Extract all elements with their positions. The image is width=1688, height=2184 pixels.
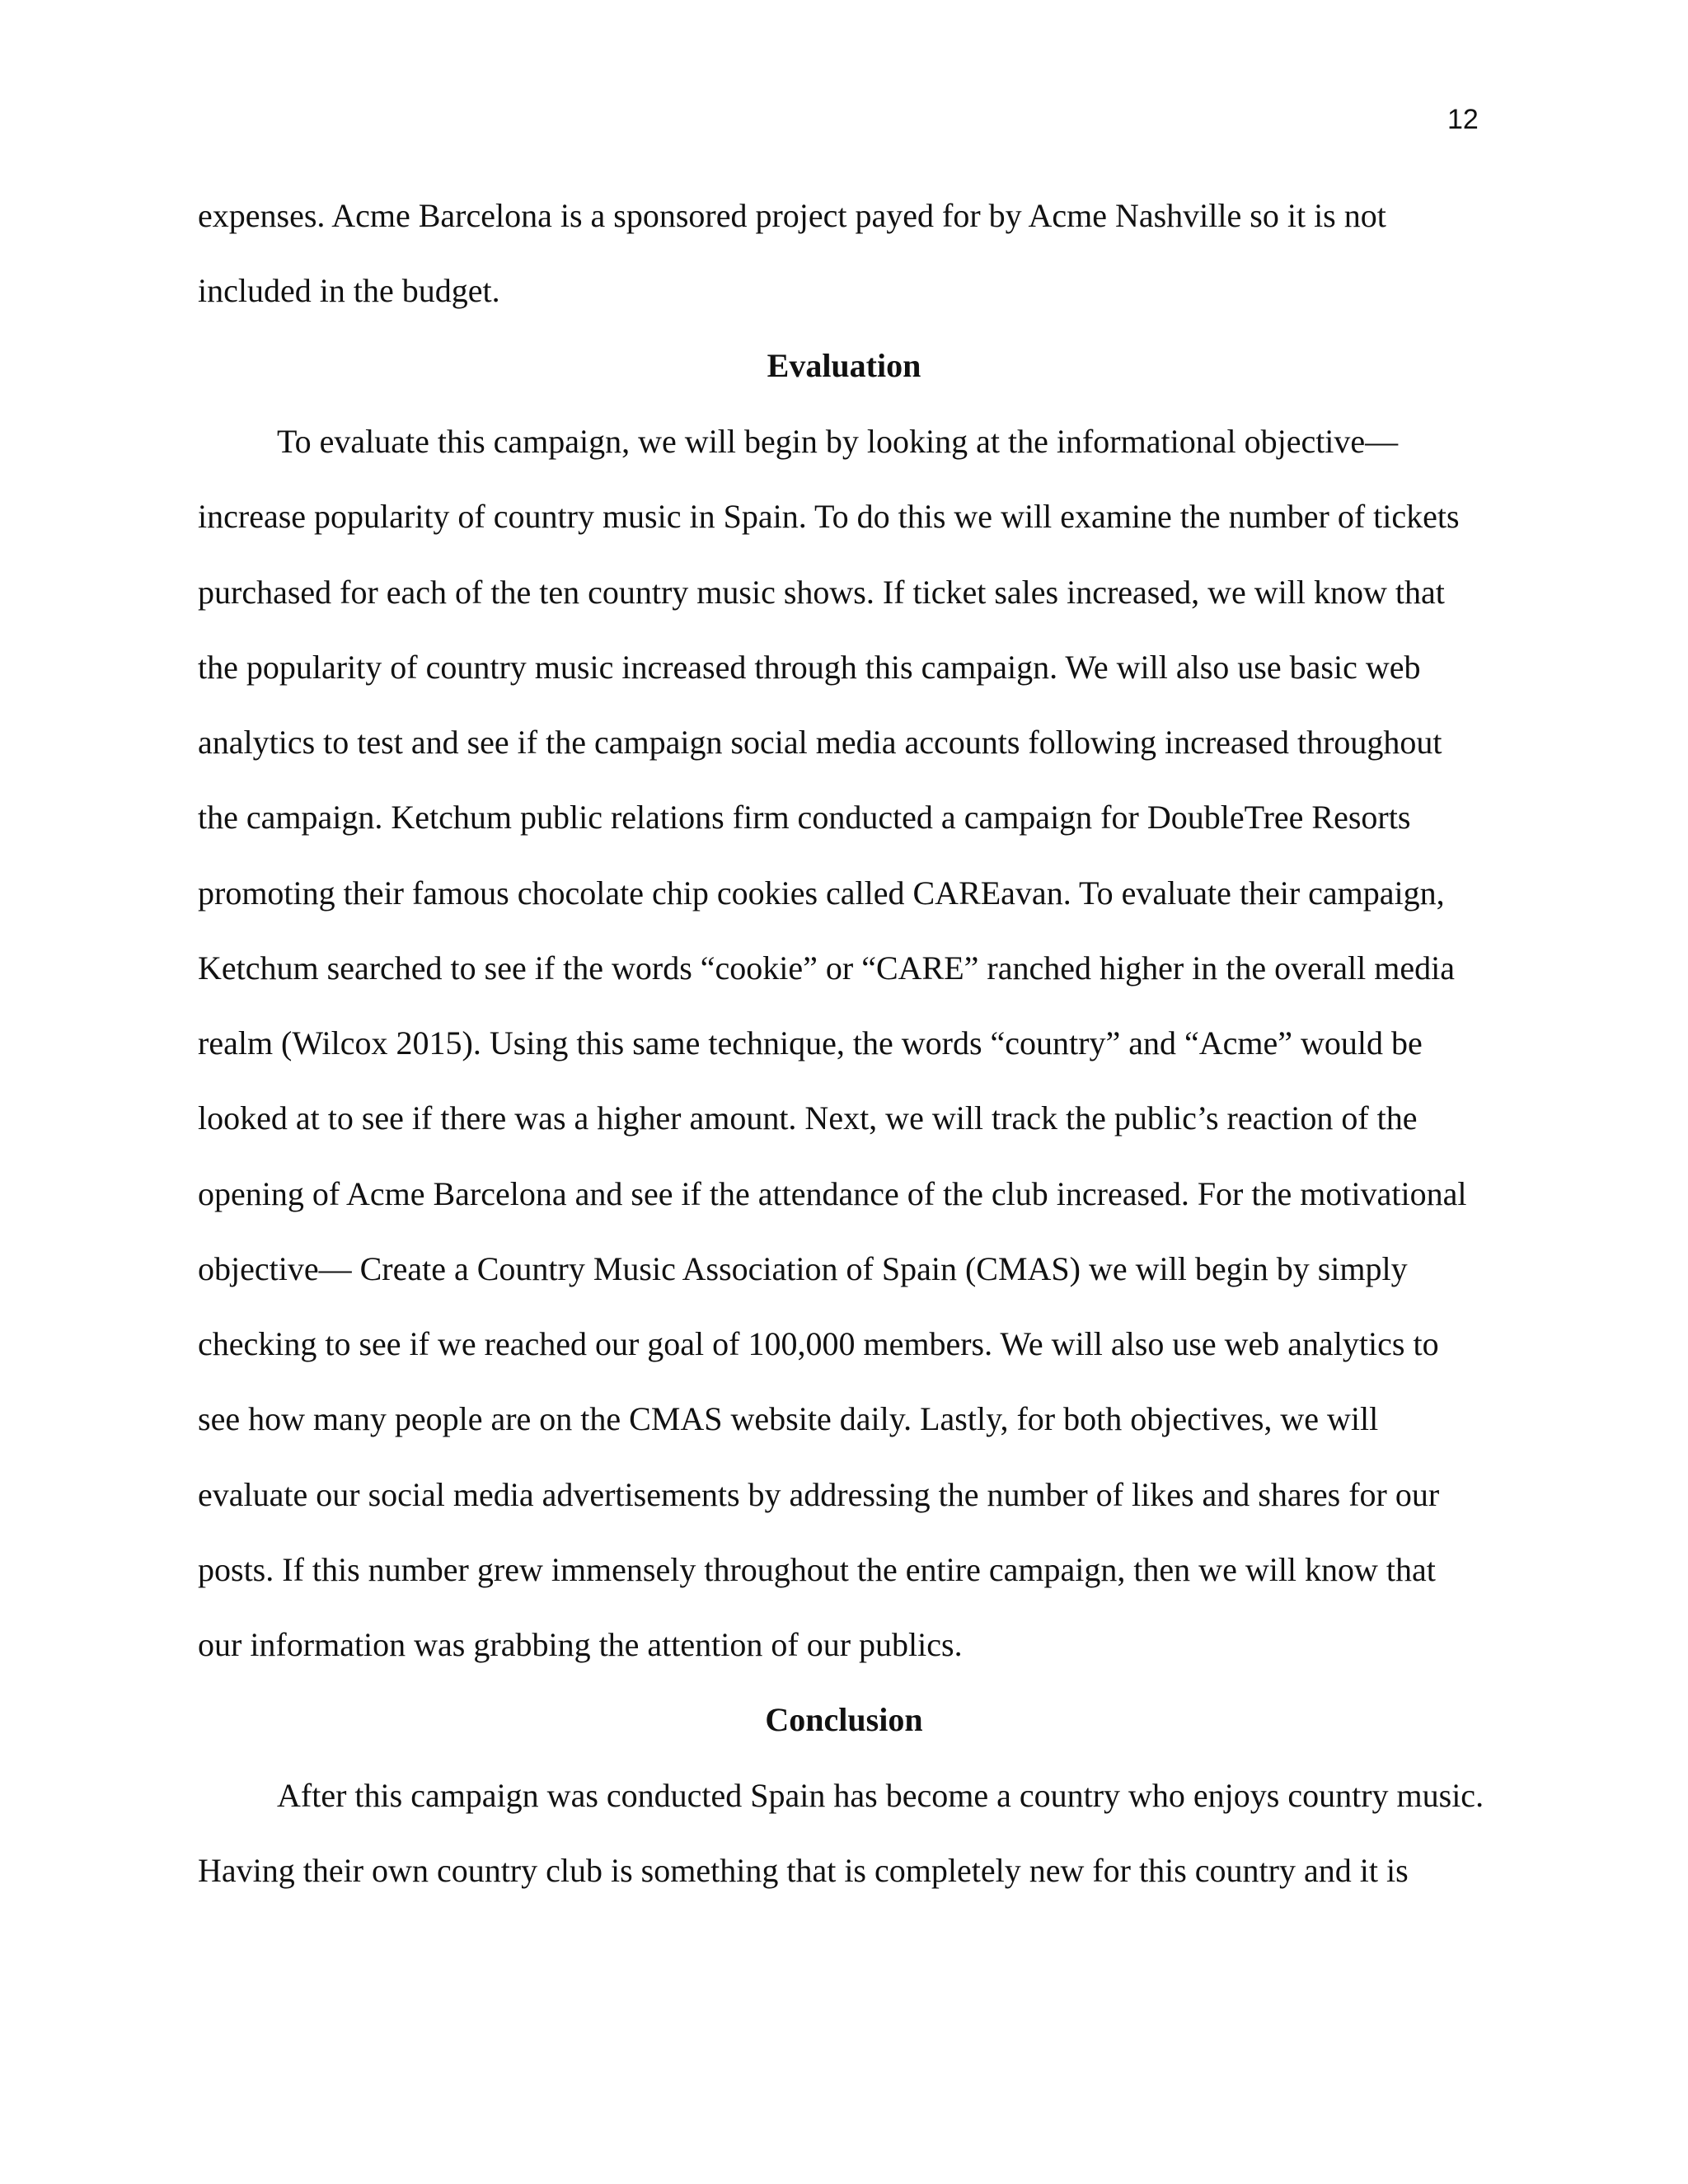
- evaluation-line-1: To evaluate this campaign, we will begin by looking at the informational objective—: [277, 423, 1399, 460]
- evaluation-line-13: checking to see if we reached our goal of 100,000 members. We will also use web analytics to: [198, 1325, 1439, 1362]
- evaluation-line-2: increase popularity of country music in Spain. To do this we will examine the number of tickets: [198, 498, 1460, 535]
- evaluation-line-8: Ketchum searched to see if the words “cookie” or “CARE” ranched higher in the overall media: [198, 949, 1455, 987]
- evaluation-line-17: our information was grabbing the attention of our publics.: [198, 1626, 963, 1663]
- evaluation-line-15: evaluate our social media advertisements by addressing the number of likes and shares for our: [198, 1476, 1440, 1513]
- evaluation-line-5: analytics to test and see if the campaign social media accounts following increased throughout: [198, 724, 1442, 761]
- evaluation-line-16: posts. If this number grew immensely throughout the entire campaign, then we will know that: [198, 1551, 1436, 1588]
- conclusion-line-2: Having their own country club is something that is completely new for this country and it is: [198, 1852, 1409, 1889]
- intro-line-2: included in the budget.: [198, 272, 500, 309]
- evaluation-line-10: looked at to see if there was a higher amount. Next, we will track the public’s reaction of the: [198, 1099, 1418, 1137]
- evaluation-line-11: opening of Acme Barcelona and see if the attendance of the club increased. For the motivational: [198, 1175, 1467, 1212]
- evaluation-line-9: realm (Wilcox 2015). Using this same technique, the words “country” and “Acme” would be: [198, 1024, 1423, 1062]
- page-number: 12: [1447, 104, 1479, 135]
- intro-line-1: expenses. Acme Barcelona is a sponsored project payed for by Acme Nashville so it is not: [198, 197, 1386, 234]
- evaluation-line-7: promoting their famous chocolate chip cookies called CAREavan. To evaluate their campaign,: [198, 874, 1445, 912]
- evaluation-line-4: the popularity of country music increased through this campaign. We will also use basic web: [198, 649, 1421, 686]
- conclusion-heading: Conclusion: [765, 1701, 923, 1738]
- evaluation-line-14: see how many people are on the CMAS website daily. Lastly, for both objectives, we will: [198, 1400, 1379, 1437]
- evaluation-line-3: purchased for each of the ten country music shows. If ticket sales increased, we will know that: [198, 574, 1445, 611]
- evaluation-line-12: objective— Create a Country Music Association of Spain (CMAS) we will begin by simply: [198, 1250, 1408, 1287]
- conclusion-line-1: After this campaign was conducted Spain has become a country who enjoys country music.: [277, 1777, 1484, 1814]
- evaluation-line-6: the campaign. Ketchum public relations firm conducted a campaign for DoubleTree Resorts: [198, 799, 1411, 836]
- evaluation-heading: Evaluation: [767, 347, 921, 384]
